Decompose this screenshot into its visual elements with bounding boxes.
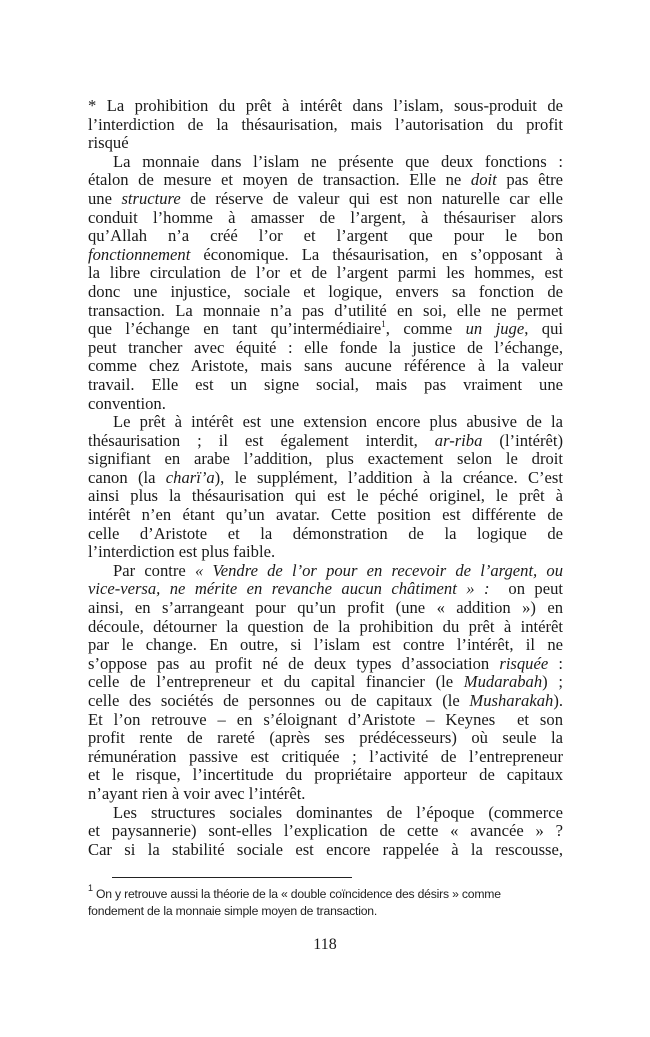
text-segment: Par contre — [113, 560, 195, 580]
text-line — [88, 562, 563, 581]
text-segment: que l’échange en tant qu’intermédiaire — [88, 319, 382, 339]
text-line — [88, 469, 563, 488]
text-segment: risqué — [88, 133, 129, 153]
text-segment: Et l’on retrouve – en s’éloignant d’Aristote – Keynes et son — [88, 709, 563, 729]
text-segment: ). — [553, 691, 563, 710]
text-segment: : — [548, 653, 564, 673]
text-segment: l’interdiction est plus faible. — [88, 542, 276, 562]
text-line — [88, 673, 563, 692]
text-line — [88, 580, 563, 599]
text-line — [88, 804, 563, 823]
text-line — [88, 692, 563, 711]
text-segment: ainsi, en s’arrangeant pour qu’un profit (une « addition ») en — [88, 598, 563, 618]
text-line — [88, 785, 563, 804]
text-segment: de réserve de valeur qui est non naturelle car elle — [180, 188, 563, 208]
text-segment: La monnaie dans l’islam ne présente que deux fonctions : — [113, 151, 563, 171]
text-segment: signifiant en arabe l’addition, plus exactement selon le droit — [88, 449, 563, 469]
text-segment: donc une injustice, sociale et logique, envers sa fonction de — [88, 281, 563, 301]
text-line — [88, 264, 563, 283]
text-line — [88, 618, 563, 637]
text-segment: (l’intérêt) — [482, 430, 563, 450]
italic-text: risquée — [499, 653, 549, 673]
text-line — [88, 822, 563, 841]
page-number: 118 — [313, 936, 337, 953]
footnote — [88, 883, 563, 920]
text-line — [88, 395, 563, 414]
text-segment: * La prohibition du prêt à intérêt dans l’islam, sous-produit de — [88, 96, 563, 115]
text-line — [88, 209, 563, 228]
italic-text: Musharakah — [469, 691, 554, 710]
text-line — [88, 413, 563, 432]
text-line — [88, 748, 563, 767]
body-text — [88, 97, 563, 859]
text-line — [88, 227, 563, 246]
text-line — [88, 283, 563, 302]
footnote-separator — [112, 877, 352, 878]
text-segment: n’ayant rien à voir avec l’intérêt. — [88, 783, 306, 803]
text-segment: ainsi plus la thésaurisation qui est le péché originel, le prêt à — [88, 486, 563, 506]
text-segment: Les structures sociales dominantes de l’époque (commerce — [113, 802, 563, 822]
text-segment: , comme — [385, 319, 466, 339]
italic-text: ar-riba — [434, 430, 483, 450]
footnote-text: On y retrouve aussi la théorie de la « double coïncidence des désirs » comme — [92, 887, 501, 901]
text-line — [88, 543, 563, 562]
text-line — [88, 357, 563, 376]
text-segment: découle, détourner la question de la prohibition du prêt à intérêt — [88, 616, 563, 636]
italic-text: structure — [121, 188, 181, 208]
text-line — [88, 97, 563, 116]
footnote-line: fondement de la monnaie simple moyen de transaction. — [88, 904, 378, 918]
text-line — [88, 841, 563, 860]
text-segment: celle d’Aristote et la démonstration de la logique de — [88, 523, 563, 543]
italic-text: « Vendre de l’or pour en recevoir de l’argent, ou — [194, 560, 563, 580]
text-line — [88, 487, 563, 506]
text-line — [88, 432, 563, 451]
text-segment: qu’Allah n’a créé l’or et l’argent que pour le bon — [88, 226, 563, 246]
text-line — [88, 376, 563, 395]
text-line — [88, 506, 563, 525]
footnote-line — [88, 883, 563, 903]
text-segment: travail. Elle est un signe social, mais pas vraiment une — [88, 374, 563, 394]
text-segment: économique. La thésaurisation, en s’opposant à — [190, 244, 563, 264]
text-line — [88, 655, 563, 674]
italic-text: charï’a — [165, 467, 215, 487]
text-segment: et paysannerie) sont-elles l’explication de cette « avancée » ? — [88, 821, 563, 841]
text-segment: s’oppose pas au profit né de deux types d’association — [88, 653, 500, 673]
text-segment: une — [88, 188, 122, 208]
italic-text: doit — [470, 170, 497, 190]
text-line — [88, 190, 563, 209]
footnote-marker: 1 — [88, 883, 93, 893]
text-segment: et le risque, l’incertitude du propriétaire apporteur de capitaux — [88, 765, 563, 785]
italic-text: Mudarabah — [463, 672, 543, 692]
text-line — [88, 134, 563, 153]
text-line — [88, 339, 563, 358]
text-segment: transaction. La monnaie n’a pas d’utilité en soi, elle ne permet — [88, 300, 563, 320]
text-segment: la libre circulation de l’or et de l’argent parmi les hommes, est — [88, 263, 563, 283]
text-segment: thésaurisation ; il est également interdit, — [88, 430, 435, 450]
text-line — [88, 153, 563, 172]
text-segment: conduit l’homme à amasser de l’argent, à thésauriser alors — [88, 207, 563, 227]
text-line — [88, 320, 563, 339]
text-segment: par le change. En outre, si l’islam est contre l’intérêt, il ne — [88, 635, 563, 655]
text-segment: pas être — [496, 170, 563, 190]
text-segment: , qui — [524, 319, 563, 339]
text-segment: Le prêt à intérêt est une extension encore plus abusive de la — [113, 412, 563, 432]
text-segment: ), le supplément, l’addition à la créance. C’est — [214, 467, 563, 487]
text-segment: Car si la stabilité sociale est encore rappelée à la rescousse, — [88, 839, 563, 859]
text-line — [88, 525, 563, 544]
text-line — [88, 246, 563, 265]
text-segment: intérêt n’en étant qu’un avatar. Cette position est différente de — [88, 505, 563, 525]
text-segment: celle de l’entrepreneur et du capital financier (le — [88, 672, 464, 692]
text-line — [88, 636, 563, 655]
text-line — [88, 729, 563, 748]
italic-text: un juge — [465, 319, 525, 339]
text-segment: profit rente de rareté (après ses prédécesseurs) où seule la — [88, 728, 563, 748]
text-segment: peut trancher avec équité : elle fonde la justice de l’échange, — [88, 337, 563, 357]
text-segment: l’interdiction de la thésaurisation, mais l’autorisation du profit — [88, 114, 563, 134]
text-segment: celle des sociétés de personnes ou de capitaux (le — [88, 691, 470, 710]
text-line — [88, 450, 563, 469]
text-segment: étalon de mesure et moyen de transaction. Elle ne — [88, 170, 471, 190]
text-segment: rémunération passive est critiquée ; l’activité de l’entrepreneur — [88, 746, 563, 766]
text-segment: comme chez Aristote, mais sans aucune référence à la valeur — [88, 356, 563, 376]
text-segment: canon (la — [88, 467, 166, 487]
text-line — [88, 302, 563, 321]
text-segment: convention. — [88, 393, 166, 413]
footnote-reference: 1 — [381, 319, 386, 330]
text-segment: on peut — [489, 579, 564, 599]
text-line — [88, 171, 563, 190]
text-line — [88, 116, 563, 135]
text-line — [88, 711, 563, 730]
italic-text: fonctionnement — [88, 244, 191, 264]
text-line — [88, 599, 563, 618]
text-segment: ) ; — [542, 672, 563, 692]
italic-text: vice-versa, ne mérite en revanche aucun châtiment » : — [88, 579, 490, 599]
text-line — [88, 766, 563, 785]
